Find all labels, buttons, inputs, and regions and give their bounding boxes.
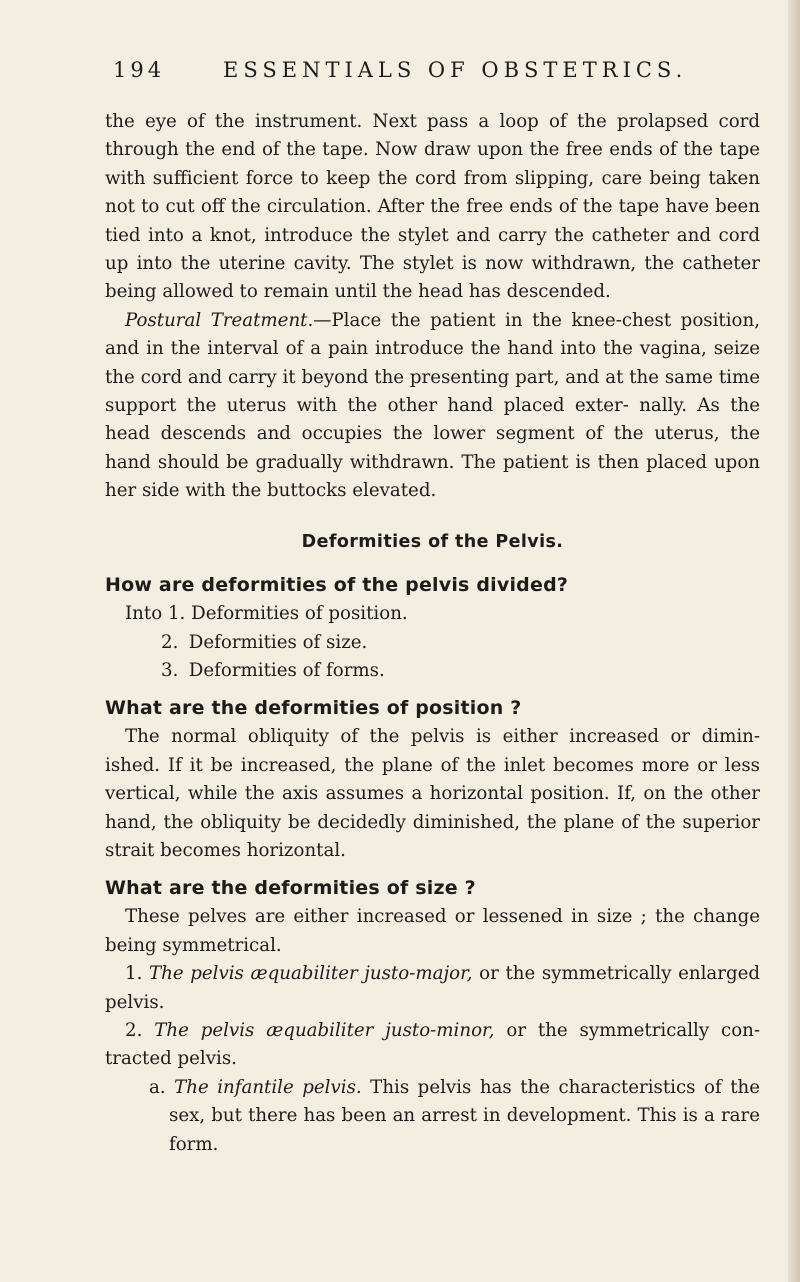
list-text: This pelvis has the characteristics of the sex, but there has been an arrest in development. This is a rare form.: [169, 1076, 760, 1155]
running-header: [113, 58, 733, 88]
postural-treatment-text: —Place the patient in the knee-chest position, and in the interval of a pain introduce the hand into the vagina, seize the cord and carry it beyond the presenting part, and at the same time support the uterus with the other hand placed exter- nally. As the head descends and occupies the lower segment of the uterus, the hand should be gradually withdrawn. The patient is then placed upon her side with the buttocks elevated.: [105, 309, 760, 502]
list-item: [105, 600, 760, 628]
page-edge-shadow: [788, 0, 800, 1282]
size-item-2: [105, 1017, 760, 1074]
running-title: ESSENTIALS OF OBSTETRICS.: [223, 58, 688, 82]
list-lead: Into: [125, 603, 163, 625]
list-number: 1.: [167, 603, 186, 625]
section-heading: Deformities of the Pelvis.: [301, 531, 564, 552]
list-text: or the symmetrically con- tracted pelvis.: [105, 1019, 760, 1070]
list-number: 2.: [125, 1019, 143, 1041]
list-number: 3.: [161, 659, 179, 681]
subitem-title: The infantile pelvis.: [174, 1076, 362, 1098]
latin-term: The pelvis æquabiliter justo-major,: [149, 963, 473, 985]
list-text: Deformities of forms.: [188, 659, 385, 681]
answer-position: The normal obliquity of the pelvis is either increased or dimin- ished. If it be increased, the plane of the inlet becomes more or less vertical, while the axis assumes a horizontal position. If, on the other hand, the obliquity be decidedly diminished, the plane of the superior strait becomes horizontal.: [105, 726, 760, 861]
list-text: Deformities of position.: [191, 603, 408, 625]
page-body: [105, 108, 760, 1159]
page-number: 194: [113, 58, 166, 82]
question-size: What are the deformities of size ?: [105, 877, 476, 900]
paragraph-postural-treatment: [105, 307, 760, 506]
answer-size: These pelves are either increased or lessened in size ; the change being symmetrical.: [105, 906, 760, 956]
size-item-1: [105, 960, 760, 1017]
list-number: 2.: [161, 631, 179, 653]
postural-treatment-title: Postural Treatment.: [125, 309, 314, 331]
list-item: [105, 629, 760, 657]
list-text: Deformities of size.: [188, 631, 368, 653]
size-subitem-a: [105, 1074, 760, 1159]
list-text: or the symmetrically enlarged pelvis.: [105, 963, 760, 1013]
question-position: What are the deformities of position ?: [105, 697, 522, 720]
list-number: a.: [149, 1076, 166, 1098]
latin-term: The pelvis æquabiliter justo-minor,: [154, 1019, 495, 1041]
list-item: [105, 657, 760, 685]
paragraph-catheter: the eye of the instrument. Next pass a loop of the prolapsed cord through the end of the tape. Now draw upon the free ends of the tape with sufficient force to keep the cord from slipping, care being taken not to cut off the circulation. After the free ends of the tape have been tied into a knot, introduce the stylet and carry the catheter and cord up into the uterine cavity. The stylet is now withdrawn, the catheter being allowed to remain until the head has descended.: [105, 111, 760, 303]
question-division: How are deformities of the pelvis divided?: [105, 574, 569, 597]
list-number: 1.: [125, 963, 143, 985]
